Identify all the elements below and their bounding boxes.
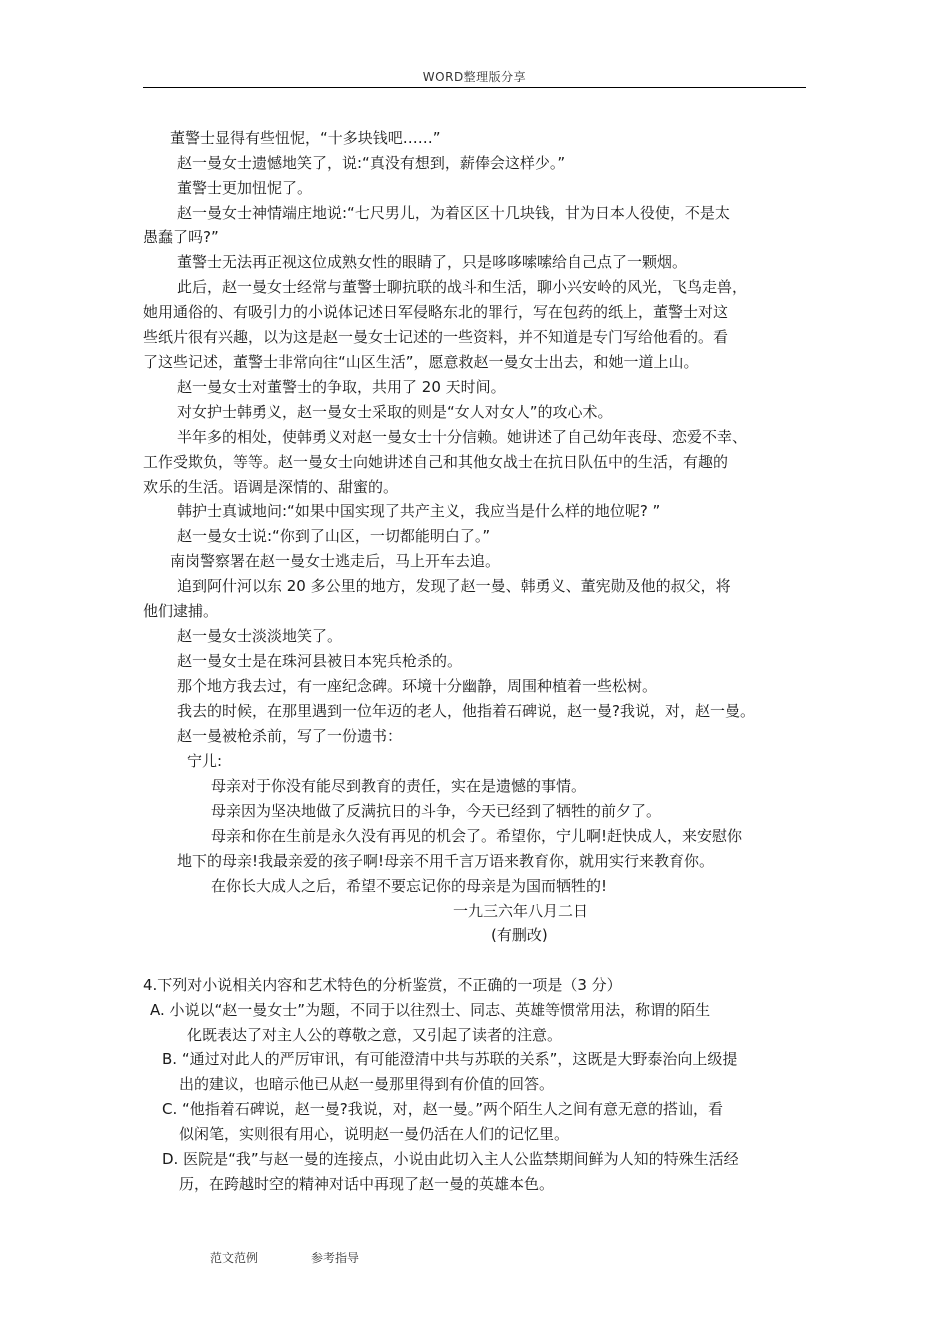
paragraph-line: 欢乐的生活。语调是深情的、甜蜜的。 <box>143 478 399 496</box>
paragraph-line: 赵一曼女士是在珠河县被日本宪兵枪杀的。 <box>177 652 463 670</box>
paragraph-line: 半年多的相处，使韩勇义对赵一曼女士十分信赖。她讲述了自己幼年丧母、恋爱不幸、 <box>177 428 748 446</box>
paragraph-line: 此后，赵一曼女士经常与董警士聊抗联的战斗和生活，聊小兴安岭的风光，飞鸟走兽， <box>177 278 748 296</box>
letter-line: 母亲因为坚决地做了反满抗日的斗争，今天已经到了牺牲的前夕了。 <box>211 802 662 820</box>
option-c: C. “他指着石碑说，赵一曼?我说，对，赵一曼。”两个陌生人之间有意无意的搭讪，看 <box>162 1100 724 1118</box>
paragraph-line: 赵一曼女士神情端庄地说:“七尺男儿，为着区区十几块钱，甘为日本人役使，不是太 <box>177 204 730 222</box>
footer-right: 参考指导 <box>311 1251 360 1265</box>
paragraph-line: 董警士无法再正视这位成熟女性的眼睛了，只是哆哆嗦嗦给自己点了一颗烟。 <box>177 253 688 271</box>
option-d-cont: 历，在跨越时空的精神对话中再现了赵一曼的英雄本色。 <box>179 1175 555 1193</box>
paragraph-line: 赵一曼女士淡淡地笑了。 <box>177 627 343 645</box>
paragraph-line: 董警士显得有些忸怩，“十多块钱吧……” <box>170 129 441 147</box>
paragraph-line: 赵一曼女士对董警士的争取，共用了 20 天时间。 <box>177 378 506 396</box>
paragraph-line: 她用通俗的、有吸引力的小说体记述日军侵略东北的罪行，写在包药的纸上，董警士对这 <box>143 303 729 321</box>
option-b-cont: 出的建议，也暗示他已从赵一曼那里得到有价值的回答。 <box>179 1075 555 1093</box>
paragraph-line: 了这些记述，董警士非常向往“山区生活”，愿意救赵一曼女士出去，和她一道上山。 <box>143 353 699 371</box>
letter-line: 在你长大成人之后，希望不要忘记你的母亲是为国而牺牲的! <box>211 877 608 895</box>
option-a: A. 小说以“赵一曼女士”为题，不同于以往烈士、同志、英雄等惯常用法，称谓的陌生 <box>150 1001 711 1019</box>
option-c-cont: 似闲笔，实则很有用心，说明赵一曼仍活在人们的记忆里。 <box>179 1125 570 1143</box>
letter-date: 一九三六年八月二日 <box>453 902 589 920</box>
paragraph-line: 对女护士韩勇义，赵一曼女士采取的则是“女人对女人”的攻心术。 <box>177 403 613 421</box>
paragraph-line: 赵一曼女士遗憾地笑了，说:“真没有想到，薪俸会这样少。” <box>177 154 566 172</box>
paragraph-line: 赵一曼女士说:“你到了山区，一切都能明白了。” <box>177 527 491 545</box>
paragraph-line: 董警士更加忸怩了。 <box>177 179 313 197</box>
paragraph-line: 愚蠢了吗?” <box>143 228 219 246</box>
paragraph-line: 韩护士真诚地问:“如果中国实现了共产主义，我应当是什么样的地位呢? ” <box>177 502 661 520</box>
paragraph-line: 南岗警察署在赵一曼女士逃走后，马上开车去追。 <box>170 552 501 570</box>
question-stem: 4.下列对小说相关内容和艺术特色的分析鉴赏，不正确的一项是（3 分） <box>143 976 622 994</box>
option-d: D. 医院是“我”与赵一曼的连接点，小说由此切入主人公监禁期间鲜为人知的特殊生活经 <box>162 1150 739 1168</box>
paragraph-line: 工作受欺负，等等。赵一曼女士向她讲述自己和其他女战士在抗日队伍中的生活，有趣的 <box>143 453 729 471</box>
paragraph-line: 追到阿什河以东 20 多公里的地方，发现了赵一曼、韩勇义、董宪勋及他的叔父，将 <box>177 577 731 595</box>
letter-line: 母亲和你在生前是永久没有再见的机会了。希望你，宁儿啊!赶快成人，来安慰你 <box>211 827 743 845</box>
footer-left: 范文范例 <box>210 1251 259 1265</box>
option-a-cont: 化既表达了对主人公的尊敬之意，又引起了读者的注意。 <box>187 1026 563 1044</box>
header-divider <box>143 87 806 88</box>
paragraph-line: 赵一曼被枪杀前，写了一份遗书： <box>177 727 403 745</box>
letter-salutation: 宁儿: <box>187 752 223 770</box>
letter-line: 母亲对于你没有能尽到教育的责任，实在是遗憾的事情。 <box>211 777 587 795</box>
header-title: WORD整理版分享 <box>422 70 527 84</box>
paragraph-line: 些纸片很有兴趣，以为这是赵一曼女士记述的一些资料，并不知道是专门写给他看的。看 <box>143 328 729 346</box>
paragraph-line: 他们逮捕。 <box>143 602 219 620</box>
letter-note: (有删改) <box>491 926 548 944</box>
option-b: B. “通过对此人的严厉审讯，有可能澄清中共与苏联的关系”，这既是大野泰治向上级提 <box>162 1050 738 1068</box>
paragraph-line: 那个地方我去过，有一座纪念碑。环境十分幽静，周围种植着一些松树。 <box>177 677 658 695</box>
letter-line: 地下的母亲!我最亲爱的孩子啊!母亲不用千言万语来教育你，就用实行来教育你。 <box>177 852 715 870</box>
paragraph-line: 我去的时候，在那里遇到一位年迈的老人，他指着石碑说，赵一曼?我说，对，赵一曼。 <box>177 702 755 720</box>
